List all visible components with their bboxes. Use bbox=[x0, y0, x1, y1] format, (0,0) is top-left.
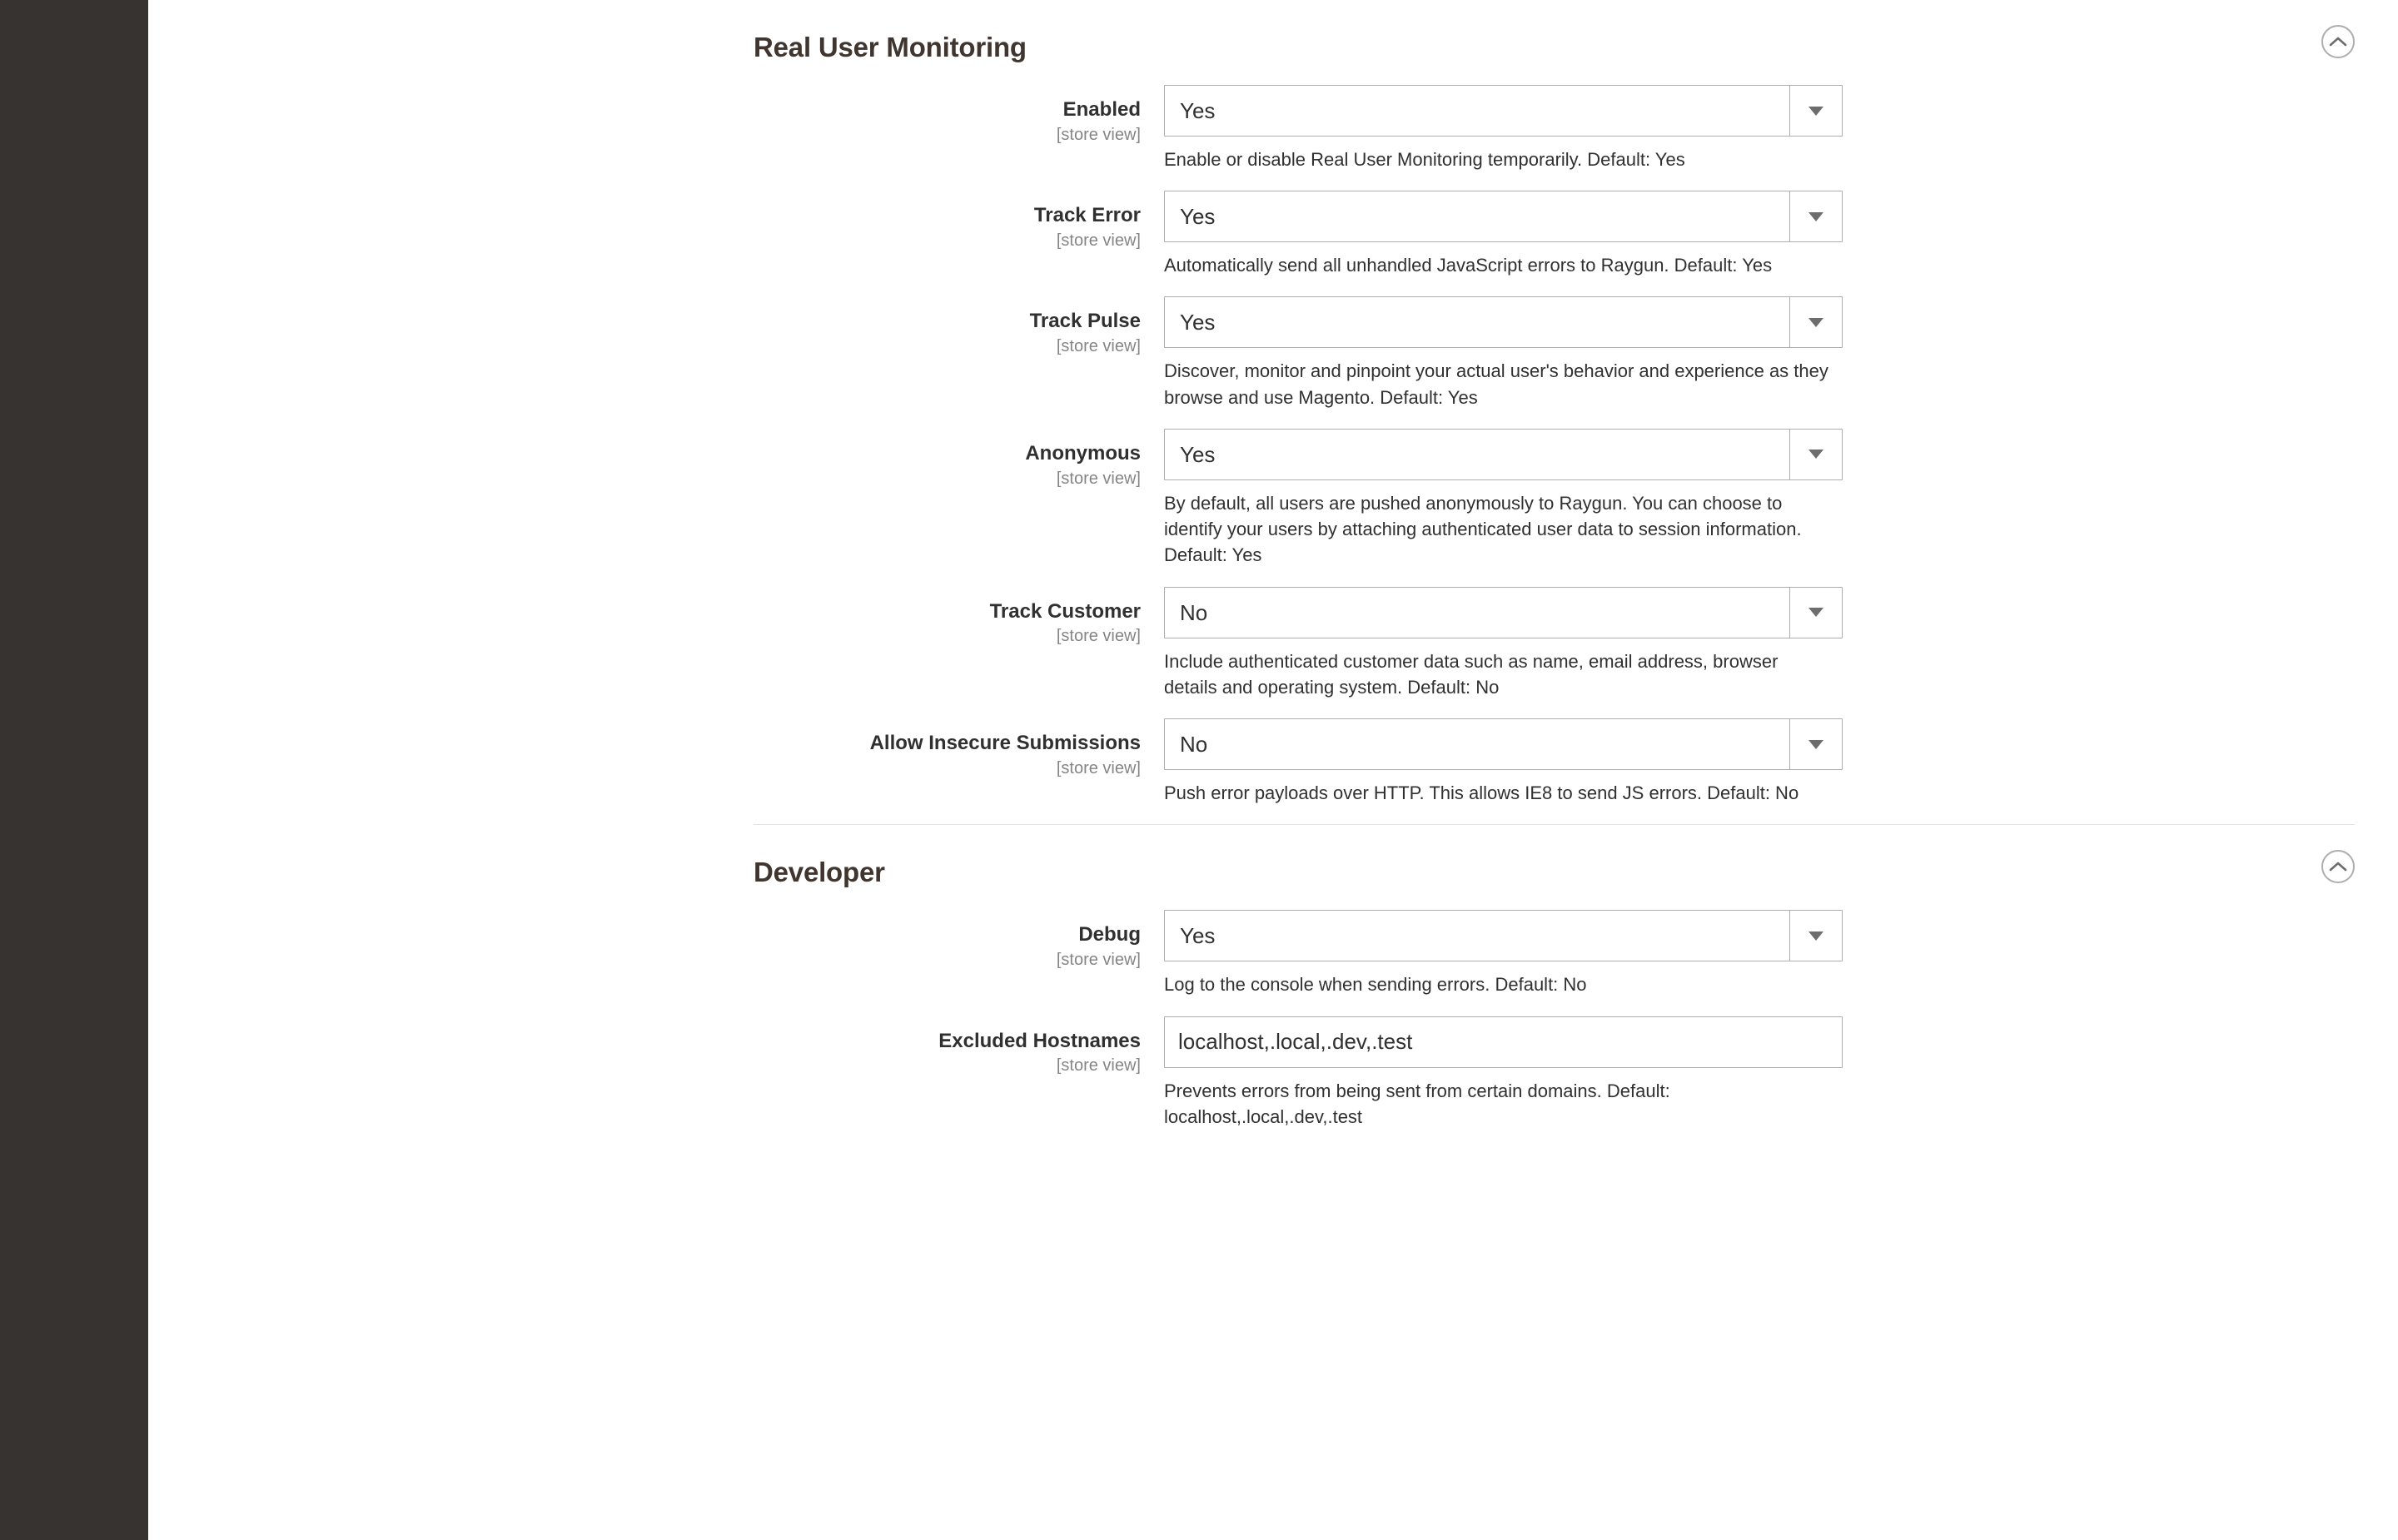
section-developer bbox=[148, 825, 2398, 1130]
field-hint: Log to the console when sending errors. Default: No bbox=[1164, 974, 1587, 996]
allow-insecure-submissions-select[interactable] bbox=[1164, 718, 1843, 770]
track-error-select[interactable] bbox=[1164, 191, 1843, 242]
field-label: Enabled bbox=[1062, 98, 1141, 121]
field-hint: Automatically send all unhandled JavaScript errors to Raygun. Default: Yes bbox=[1164, 255, 1773, 276]
select-value: Yes bbox=[1180, 98, 1216, 123]
field-track-customer bbox=[148, 587, 2398, 700]
field-scope: [store view] bbox=[1056, 758, 1141, 777]
section-real-user-monitoring bbox=[148, 0, 2398, 806]
excluded-hostnames-input[interactable] bbox=[1164, 1016, 1843, 1068]
field-control-col bbox=[1164, 718, 2398, 806]
select-value: Yes bbox=[1180, 204, 1216, 230]
field-debug bbox=[148, 910, 2398, 997]
field-excluded-hostnames bbox=[148, 1016, 2398, 1130]
chevron-down-icon[interactable] bbox=[1789, 911, 1842, 961]
admin-sidebar bbox=[0, 0, 148, 1540]
field-label-col bbox=[148, 1016, 1164, 1076]
field-label-col bbox=[148, 85, 1164, 145]
field-hint: Enable or disable Real User Monitoring temporarily. Default: Yes bbox=[1164, 149, 1685, 170]
enabled-select[interactable] bbox=[1164, 85, 1843, 137]
chevron-down-icon[interactable] bbox=[1789, 297, 1842, 347]
field-control-col bbox=[1164, 429, 2398, 569]
field-control-col bbox=[1164, 296, 2398, 410]
select-value: Yes bbox=[1180, 441, 1216, 467]
config-content bbox=[148, 0, 2398, 1540]
debug-select[interactable] bbox=[1164, 910, 1843, 961]
field-control-col bbox=[1164, 191, 2398, 278]
select-value: Yes bbox=[1180, 310, 1216, 335]
field-label-col bbox=[148, 910, 1164, 970]
section-header[interactable] bbox=[148, 825, 2398, 910]
chevron-down-icon[interactable] bbox=[1789, 191, 1842, 241]
section-title: Developer bbox=[754, 857, 885, 888]
field-scope: [store view] bbox=[1056, 231, 1141, 251]
chevron-down-icon[interactable] bbox=[1789, 86, 1842, 136]
field-label-col bbox=[148, 718, 1164, 778]
field-control-col bbox=[1164, 85, 2398, 172]
field-enabled bbox=[148, 85, 2398, 172]
field-label-col bbox=[148, 191, 1164, 251]
field-control-col bbox=[1164, 1016, 2398, 1130]
field-track-pulse bbox=[148, 296, 2398, 410]
chevron-down-icon[interactable] bbox=[1789, 430, 1842, 479]
field-hint: By default, all users are pushed anonymously to Raygun. You can choose to identify your users by attaching authenticated user data to session information. Default: Yes bbox=[1164, 492, 1802, 566]
select-value: Yes bbox=[1180, 923, 1216, 949]
field-label: Excluded Hostnames bbox=[938, 1029, 1141, 1052]
field-scope: [store view] bbox=[1056, 951, 1141, 970]
select-value: No bbox=[1180, 732, 1208, 758]
field-allow-insecure-submissions bbox=[148, 718, 2398, 806]
chevron-down-icon[interactable] bbox=[1789, 588, 1842, 638]
select-value: No bbox=[1180, 599, 1208, 625]
field-scope: [store view] bbox=[1056, 125, 1141, 144]
field-hint: Prevents errors from being sent from certain domains. Default: localhost,.local,.dev,.test bbox=[1164, 1080, 1670, 1127]
field-label: Track Error bbox=[1033, 204, 1141, 227]
field-label: Track Customer bbox=[989, 599, 1141, 623]
section-title: Real User Monitoring bbox=[754, 32, 1027, 62]
field-scope: [store view] bbox=[1056, 469, 1141, 488]
section-header[interactable] bbox=[148, 0, 2398, 85]
field-anonymous bbox=[148, 429, 2398, 569]
field-label: Track Pulse bbox=[1029, 310, 1141, 333]
field-hint: Discover, monitor and pinpoint your actual user's behavior and experience as they browse and use Magento. Default: Yes bbox=[1164, 360, 1828, 408]
anonymous-select[interactable] bbox=[1164, 429, 1843, 480]
field-label-col bbox=[148, 296, 1164, 356]
field-control-col bbox=[1164, 587, 2398, 700]
track-customer-select[interactable] bbox=[1164, 587, 1843, 638]
field-hint: Include authenticated customer data such as name, email address, browser details and operating system. Default: No bbox=[1164, 650, 1779, 698]
field-label-col bbox=[148, 587, 1164, 647]
chevron-down-icon[interactable] bbox=[1789, 719, 1842, 769]
field-scope: [store view] bbox=[1056, 627, 1141, 646]
field-label: Anonymous bbox=[1025, 441, 1141, 464]
field-scope: [store view] bbox=[1056, 337, 1141, 356]
field-scope: [store view] bbox=[1056, 1056, 1141, 1076]
field-control-col bbox=[1164, 910, 2398, 997]
field-hint: Push error payloads over HTTP. This allows IE8 to send JS errors. Default: No bbox=[1164, 782, 1799, 804]
chevron-up-circle-icon[interactable] bbox=[2321, 25, 2355, 58]
track-pulse-select[interactable] bbox=[1164, 296, 1843, 348]
field-track-error bbox=[148, 191, 2398, 278]
field-label-col bbox=[148, 429, 1164, 489]
field-label: Debug bbox=[1078, 923, 1141, 946]
field-label: Allow Insecure Submissions bbox=[869, 732, 1141, 755]
